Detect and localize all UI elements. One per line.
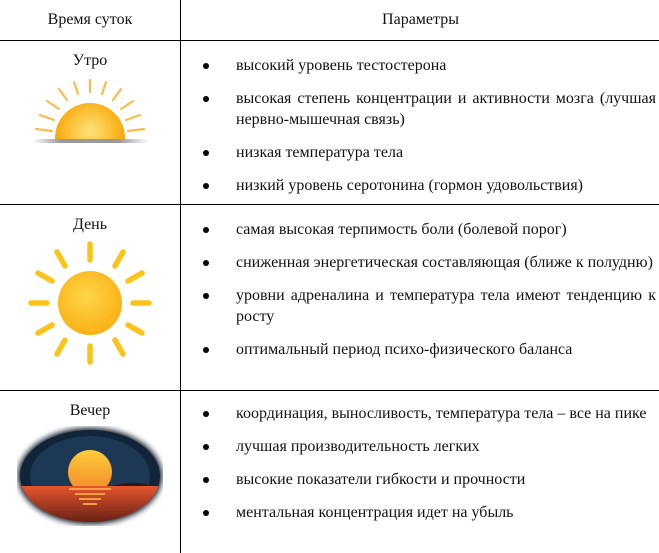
sun-icon [20, 238, 160, 368]
table-row-day [0, 205, 659, 391]
params-cell-day [181, 205, 659, 391]
table-row-morning [0, 41, 659, 205]
list-item: высокая степень концентрации и активности мозга (лучшая нервно-мышечная связь) [181, 88, 659, 130]
list-item: оптимальный период психо-физического баланса [181, 339, 659, 360]
list-item: ментальная концентрация идет на убыль [181, 502, 659, 523]
list-item: лучшая производительность легких [181, 436, 659, 457]
list-item: низкая температура тела [181, 142, 659, 163]
list-item: низкий уровень серотонина (гормон удовольствия) [181, 175, 659, 196]
list-item: высокие показатели гибкости и прочности [181, 469, 659, 490]
time-cell-evening [0, 391, 181, 553]
header-parameters: Параметры [181, 0, 659, 41]
params-list-evening [181, 403, 659, 523]
params-list-day [181, 219, 659, 360]
list-item: самая высокая терпимость боли (болевой порог) [181, 219, 659, 240]
params-list-morning [181, 55, 659, 196]
params-cell-evening [181, 391, 659, 553]
time-label-day: День [0, 216, 180, 234]
table-row-evening [0, 391, 659, 553]
time-label-evening: Вечер [0, 402, 180, 420]
time-cell-day [0, 205, 181, 391]
list-item: координация, выносливость, температура тела – все на пике [181, 403, 659, 424]
table-header-row [0, 0, 659, 41]
list-item: сниженная энергетическая составляющая (ближе к полудню) [181, 252, 659, 273]
sunrise-icon [28, 78, 152, 148]
list-item: высокий уровень тестостерона [181, 55, 659, 76]
sunset-icon [17, 426, 163, 526]
params-cell-morning [181, 41, 659, 205]
time-cell-morning [0, 41, 181, 205]
list-item: уровни адреналина и температура тела имеют тенденцию к росту [181, 285, 659, 327]
header-time-of-day: Время суток [0, 0, 181, 41]
time-label-morning: Утро [0, 52, 180, 70]
